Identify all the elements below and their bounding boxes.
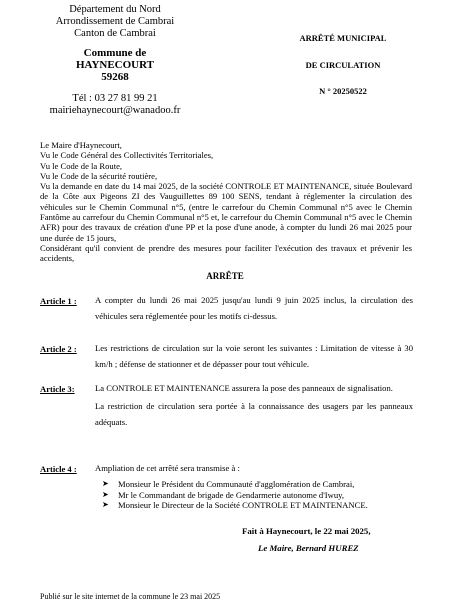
preamble	[40, 140, 412, 264]
recipient-item: ➤ Mr le Commandant de brigade de Gendarmerie autonome d'Iwuy,	[102, 489, 345, 500]
article-2-label: Article 2 :	[40, 344, 77, 354]
article-1-label: Article 1 :	[40, 296, 77, 306]
article-4-label: Article 4 :	[40, 464, 77, 474]
canton: Canton de Cambrai	[74, 28, 156, 39]
article-3-label: Article 3:	[40, 384, 75, 394]
issuer-block	[30, 4, 200, 117]
preamble-vu-cgct: Vu le Code Général des Collectivités Territoriales,	[40, 150, 214, 161]
article-2-paragraph: Les restrictions de circulation sur la voie seront les suivantes : Limitation de vitesse à 30 km/h ; défense de stationner et de dépasser pour tout véhicule.	[95, 343, 413, 369]
preamble-intro: Le Maire d'Haynecourt,	[40, 140, 122, 150]
preamble-vu-securite: Vu le Code de la sécurité routière,	[40, 170, 158, 181]
arrow-bullet-icon: ➤	[102, 500, 109, 509]
article-3-text	[95, 380, 413, 430]
article-1-paragraph: A compter du lundi 26 mai 2025 jusqu'au lundi 9 juin 2025 inclus, la circulation des véhicules sera réglementée pour les motifs ci-dessus.	[95, 295, 413, 321]
arrow-bullet-icon: ➤	[102, 489, 109, 499]
article-3-paragraph-1: La CONTROLE ET MAINTENANCE assurera la pose des panneaux de signalisation.	[95, 383, 393, 393]
recipient-item: ➤ Monsieur le Président du Communauté d'agglomération de Cambrai,	[102, 479, 355, 489]
phone-number: Tél : 03 27 81 99 21	[72, 93, 158, 104]
article-1-text	[95, 292, 413, 324]
document-title: ARRÊTÉ MUNICIPAL	[299, 33, 387, 43]
article-4-text	[95, 460, 413, 476]
article-4-paragraph: Ampliation de cet arrêté sera transmise à :	[95, 463, 240, 473]
commune-name: HAYNECOURT	[75, 59, 155, 71]
article-3-paragraph-2: La restriction de circulation sera portée à la connaissance des usagers par les panneaux adéquats.	[95, 401, 413, 427]
recipients-list	[102, 479, 412, 511]
recipient-item: ➤ Monsieur le Directeur de la Société CONTROLE ET MAINTENANCE.	[102, 500, 368, 510]
postal-code: 59268	[101, 71, 129, 83]
signature-signer: Le Maire, Bernard HUREZ	[258, 543, 359, 553]
email-address: mairiehaynecourt@wanadoo.fr	[49, 105, 181, 116]
preamble-vu-demande: Vu la demande en date du 14 mai 2025, de la société CONTROLE ET MAINTENANCE, située Boulevard de la Côte aux Pigeons ZI des Vauguillettes 89 100 SENS, tendant à réglementer la circulation des véhicules sur le Chemin Communal n°5, (entre le carrefour du Chemin Communal n°5 avec le Chemin Fantôme au carrefour du Chemin Communal n°5 et, le carrefour du Chemin Communal n°5 avec le Chemin AFR) pour des travaux de création d'une PP et la pose d'une anode, à compter du lundi 26 mai 2025 pour une durée de 15 jours,	[40, 181, 412, 243]
department: Département du Nord	[69, 4, 161, 15]
preamble-vu-code-route: Vu le Code de la Route,	[40, 160, 123, 171]
document-number: N ° 20250522	[319, 86, 367, 96]
article-2-text	[95, 340, 413, 372]
arrondissement: Arrondissement de Cambrai	[55, 16, 175, 27]
signature-place-date: Fait à Haynecourt, le 22 mai 2025,	[242, 526, 371, 536]
arrow-bullet-icon: ➤	[102, 479, 109, 488]
arrete-heading: ARRÊTE	[206, 271, 244, 281]
preamble-considerant: Considérant qu'il convient de prendre des mesures pour faciliter l'exécution des travaux et prévenir les accidents,	[40, 242, 412, 264]
document-subtitle: DE CIRCULATION	[305, 60, 381, 70]
commune-label: Commune de	[83, 47, 147, 59]
publication-note: Publié sur le site internet de la commune le 23 mai 2025	[40, 592, 221, 601]
